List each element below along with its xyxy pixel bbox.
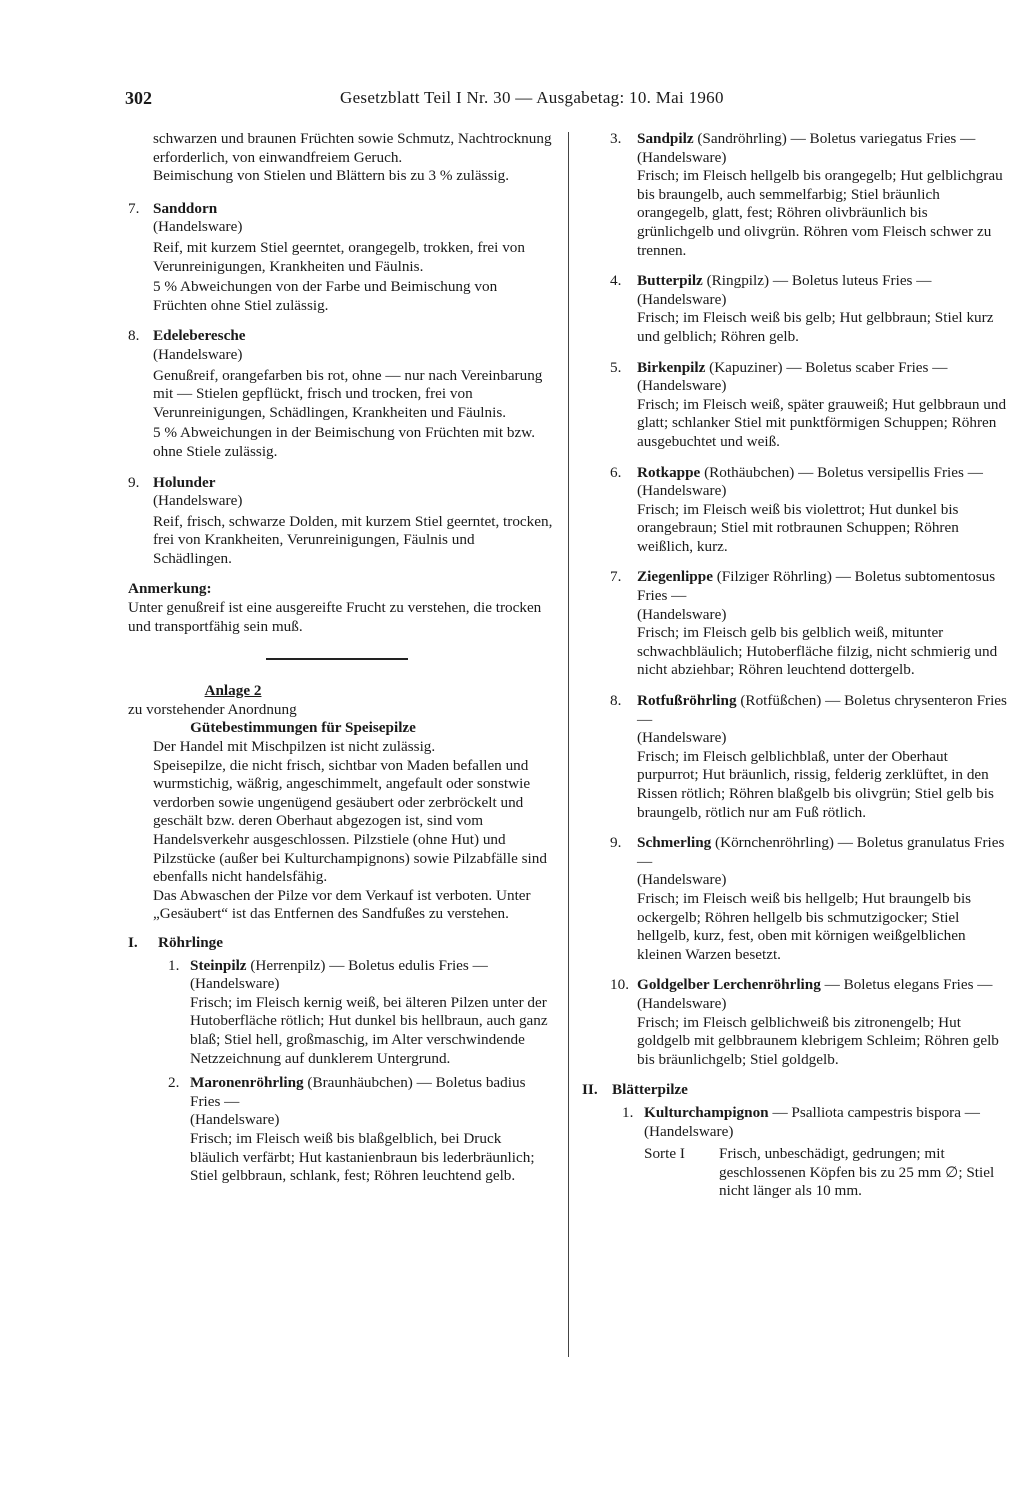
section-title: Röhrlinge <box>158 933 223 951</box>
item-sub: (Handelsware) <box>644 1122 734 1140</box>
sorte-label: Sorte I <box>644 1145 685 1163</box>
page-number: 302 <box>125 88 152 108</box>
left-column <box>128 130 553 1192</box>
item-number: 8. <box>128 327 140 345</box>
item-title-rest: (Sandröhrling) — Boletus variegatus Fries — <box>693 130 976 147</box>
anmerkung-text: Unter genußreif ist eine ausgereifte Frucht zu verstehen, die trocken und transportfähig sein muß. <box>128 599 542 635</box>
paragraph: Genußreif, orangefarben bis rot, ohne — nur nach Vereinbarung mit — Stielen gepflückt, frisch und trocken, frei von Verunreinigungen, Schädlingen, Krankheiten und Fäulnis. <box>153 366 543 421</box>
item-title: Holunder <box>153 473 216 491</box>
item-sub: (Handelsware) <box>637 482 727 500</box>
list-item <box>582 976 1007 1069</box>
paragraph: Das Abwaschen der Pilze vor dem Verkauf ist verboten. Unter „Gesäubert“ ist das Entfernen des Sandfußes zu verstehen. <box>153 886 531 923</box>
item-number: 9. <box>610 834 622 852</box>
section-number: II. <box>582 1081 598 1099</box>
item-sub: (Handelsware) <box>153 218 243 236</box>
paragraph: Frisch; im Fleisch hellgelb bis orangegelb; Hut gelblichgrau bis braungelb, auch semmelfarbig; Stiel bräunlich orangegelb, glatt, fest; Röhren olivbräunlich bis grünlichgelb und olivgrün. Röhren vom Fleisch schwer zu trennen. <box>637 167 1003 259</box>
item-number: 4. <box>610 272 622 290</box>
paragraph: schwarzen und braunen Früchten sowie Schmutz, Nachtrocknung erforderlich, von einwandfreiem Geruch. <box>153 130 552 166</box>
list-item <box>582 272 1007 346</box>
item-title-rest: — Psalliota campestris bispora — <box>768 1103 980 1121</box>
item-title-rest: (Filziger Röhrling) — Boletus subtomentosus Fries — <box>637 568 996 605</box>
paragraph: Reif, frisch, schwarze Dolden, mit kurzem Stiel geerntet, trocken, frei von Krankheiten, Verunreinigungen, Fäulnis und Schädlingen. <box>153 512 553 567</box>
section-title: Blätterpilze <box>612 1081 688 1099</box>
item-sub: (Handelsware) <box>190 975 280 993</box>
paragraph: Frisch; im Fleisch weiß bis gelb; Hut gelbbraun; Stiel kurz und gelblich; Röhren gelb. <box>637 309 994 345</box>
paragraph: Frisch; im Fleisch gelblichblaß, unter der Oberhaut purpurrot; Hut bräunlich, rissig, felderig zerklüftet, in den Rissen rötlich; Röhren blaßgelb bis olivgrün; Stiel gelb bis braungelb, rötlich nur am Fuß rötlich. <box>637 747 994 821</box>
item-title-rest: (Rotfüßchen) — Boletus chrysenteron Fries — <box>637 692 1007 728</box>
paragraph: 5 % Abweichungen von der Farbe und Beimischung von Früchten ohne Stiel zulässig. <box>153 278 498 314</box>
item-sub: (Handelsware) <box>637 377 727 395</box>
paragraph: Reif, mit kurzem Stiel geerntet, orangegelb, trokken, frei von Verunreinigungen, Krankheiten und Fäulnis. <box>153 238 525 275</box>
item-title: Goldgelber Lerchenröhrling <box>637 976 821 994</box>
item-number: 3. <box>610 130 622 147</box>
list-item <box>128 1074 553 1186</box>
item-sub: (Handelsware) <box>637 994 727 1012</box>
item-title-rest: — Boletus elegans Fries — <box>820 976 993 994</box>
item-sub: (Handelsware) <box>637 605 727 623</box>
list-item <box>582 464 1007 557</box>
list-item <box>582 130 1007 260</box>
item-title: Rotkappe <box>637 463 701 481</box>
anmerkung-title: Anmerkung: <box>128 580 212 598</box>
section-number: I. <box>128 933 138 951</box>
section-roehrlinge <box>128 934 553 953</box>
paragraph: Frisch; im Fleisch gelblichweiß bis zitronengelb; Hut goldgelb mit gelbbraunem klebrigem Schleim; Röhren gelb bis bräunlichgelb; Stiel goldgelb. <box>637 1013 999 1068</box>
section-heading: Gütebestimmungen für Speisepilze <box>190 719 416 737</box>
item-title: Kulturchampignon <box>644 1103 769 1121</box>
item-title-rest: (Rothäubchen) — Boletus versipellis Fries — <box>700 463 983 481</box>
list-item <box>128 474 553 569</box>
paragraph: Frisch; im Fleisch weiß bis hellgelb; Hut braungelb bis ockergelb; Röhren hellgelb bis schmutzigocker; Stiel hellgelb, kurz, fest, oben mit körnigen weißgelblichen kleinen Warzen besetzt. <box>637 889 972 963</box>
item-number: 1. <box>168 956 180 974</box>
item-title-rest: (Braunhäubchen) — Boletus badius Fries — <box>190 1074 526 1110</box>
item-number: 1. <box>622 1103 634 1121</box>
sorte-row <box>644 1145 1007 1201</box>
item-title: Rotfußröhrling <box>637 692 737 710</box>
item-number: 7. <box>128 199 140 217</box>
item-title: Ziegenlippe <box>637 568 713 586</box>
list-item <box>582 1104 1007 1201</box>
item-title: Butterpilz <box>637 272 703 290</box>
item-title: Sanddorn <box>153 199 218 217</box>
section-divider <box>266 658 408 660</box>
list-item <box>582 692 1007 822</box>
paragraph: Frisch; im Fleisch weiß, später grauweiß; Hut gelbbraun und glatt; schlanker Stiel mit punktförmigen Schuppen; Röhren ausgebuchtet und weiß. <box>637 395 1007 450</box>
paragraph: Frisch; im Fleisch weiß bis violettrot; Hut dunkel bis orangebraun; Stiel mit rotbraunen Schuppen; Röhren weißlich, kurz. <box>637 500 959 555</box>
list-item <box>128 957 553 1069</box>
item-number: 2. <box>168 1074 180 1092</box>
item-sub: (Handelsware) <box>637 871 727 889</box>
running-head: Gesetzblatt Teil I Nr. 30 — Ausgabetag: 10. Mai 1960 <box>340 88 724 107</box>
item-title-rest: (Ringpilz) — Boletus luteus Fries — <box>702 272 932 290</box>
item-sub: (Handelsware) <box>637 729 727 747</box>
item-title: Schmerling <box>637 834 712 852</box>
paragraph: Frisch; im Fleisch weiß bis blaßgelblich, bei Druck bläulich verfärbt; Hut kastanienbraun bis lederbräunlich; Stiel gelbbraun, schlank, fest; Röhren leuchtend gelb. <box>190 1129 535 1185</box>
item-number: 6. <box>610 463 622 481</box>
item-title: Birkenpilz <box>637 358 706 376</box>
item-number: 9. <box>128 473 140 491</box>
item-sub: (Handelsware) <box>153 345 243 363</box>
list-item <box>582 568 1007 680</box>
item-sub: (Handelsware) <box>637 290 727 308</box>
item-title-rest: (Herrenpilz) — Boletus edulis Fries — <box>246 956 488 974</box>
item-sub: (Handelsware) <box>153 492 243 510</box>
list-item <box>128 200 553 316</box>
anlage-title: Anlage 2 <box>204 682 262 700</box>
list-item <box>128 327 553 461</box>
item-title: Sandpilz <box>637 130 694 147</box>
item-number: 8. <box>610 692 622 710</box>
item-number: 10. <box>610 976 629 994</box>
item-sub: (Handelsware) <box>637 148 727 166</box>
item-title-rest: (Körnchenröhrling) — Boletus granulatus Fries — <box>637 834 1005 870</box>
section-blaetterpilze <box>582 1081 1007 1100</box>
item-title-rest: (Kapuziner) — Boletus scaber Fries — <box>705 358 948 376</box>
item-title: Maronenröhrling <box>190 1074 304 1092</box>
item-number: 5. <box>610 358 622 376</box>
anlage-subtitle: zu vorstehender Anordnung <box>128 700 297 718</box>
list-item <box>582 359 1007 452</box>
right-column <box>582 130 1007 1207</box>
paragraph: Der Handel mit Mischpilzen ist nicht zulässig. <box>153 738 436 756</box>
paragraph: Beimischung von Stielen und Blättern bis zu 3 % zulässig. <box>153 167 510 185</box>
sorte-text: Frisch, unbeschädigt, gedrungen; mit geschlossenen Köpfen bis zu 25 mm ∅; Stiel nicht länger als 10 mm. <box>719 1145 995 1200</box>
item-sub: (Handelsware) <box>190 1111 280 1129</box>
paragraph: Frisch; im Fleisch kernig weiß, bei älteren Pilzen unter der Hutoberfläche rötlich; Hut dunkel bis hellbraun, auch ganz blaß; Stiel hell, großmaschig, im Alter verschwindende Netzzeichnung auf dunklerem Untergrund. <box>190 993 548 1067</box>
item-number: 7. <box>610 568 622 586</box>
paragraph: Speisepilze, die nicht frisch, sichtbar von Maden befallen und wurmstichig, wäßrig, angeschimmelt, angefault oder sonstwie verdorben sowie ungenügend gesäubert oder zerbröckelt und geschält bzw. deren Oberhaut abgezogen ist, sind vom Handelsverkehr ausgeschlossen. Pilzstiele (ohne Hut) und Pilzstücke (außer bei Kulturchampignons) sowie Pilzabfälle sind ebenfalls nicht handelsfähig. <box>153 756 547 886</box>
item-title: Steinpilz <box>190 956 247 974</box>
paragraph: Frisch; im Fleisch gelb bis gelblich weiß, mitunter schwachbläulich; Hutoberfläche filzig, nicht schmierig und nicht abziehbar; Röhren leuchtend dottergelb. <box>637 624 998 679</box>
paragraph: 5 % Abweichungen in der Beimischung von Früchten mit bzw. ohne Stiele zulässig. <box>153 424 536 460</box>
list-item <box>582 834 1007 964</box>
column-divider <box>568 132 569 1357</box>
item-title: Edeleberesche <box>153 327 246 345</box>
